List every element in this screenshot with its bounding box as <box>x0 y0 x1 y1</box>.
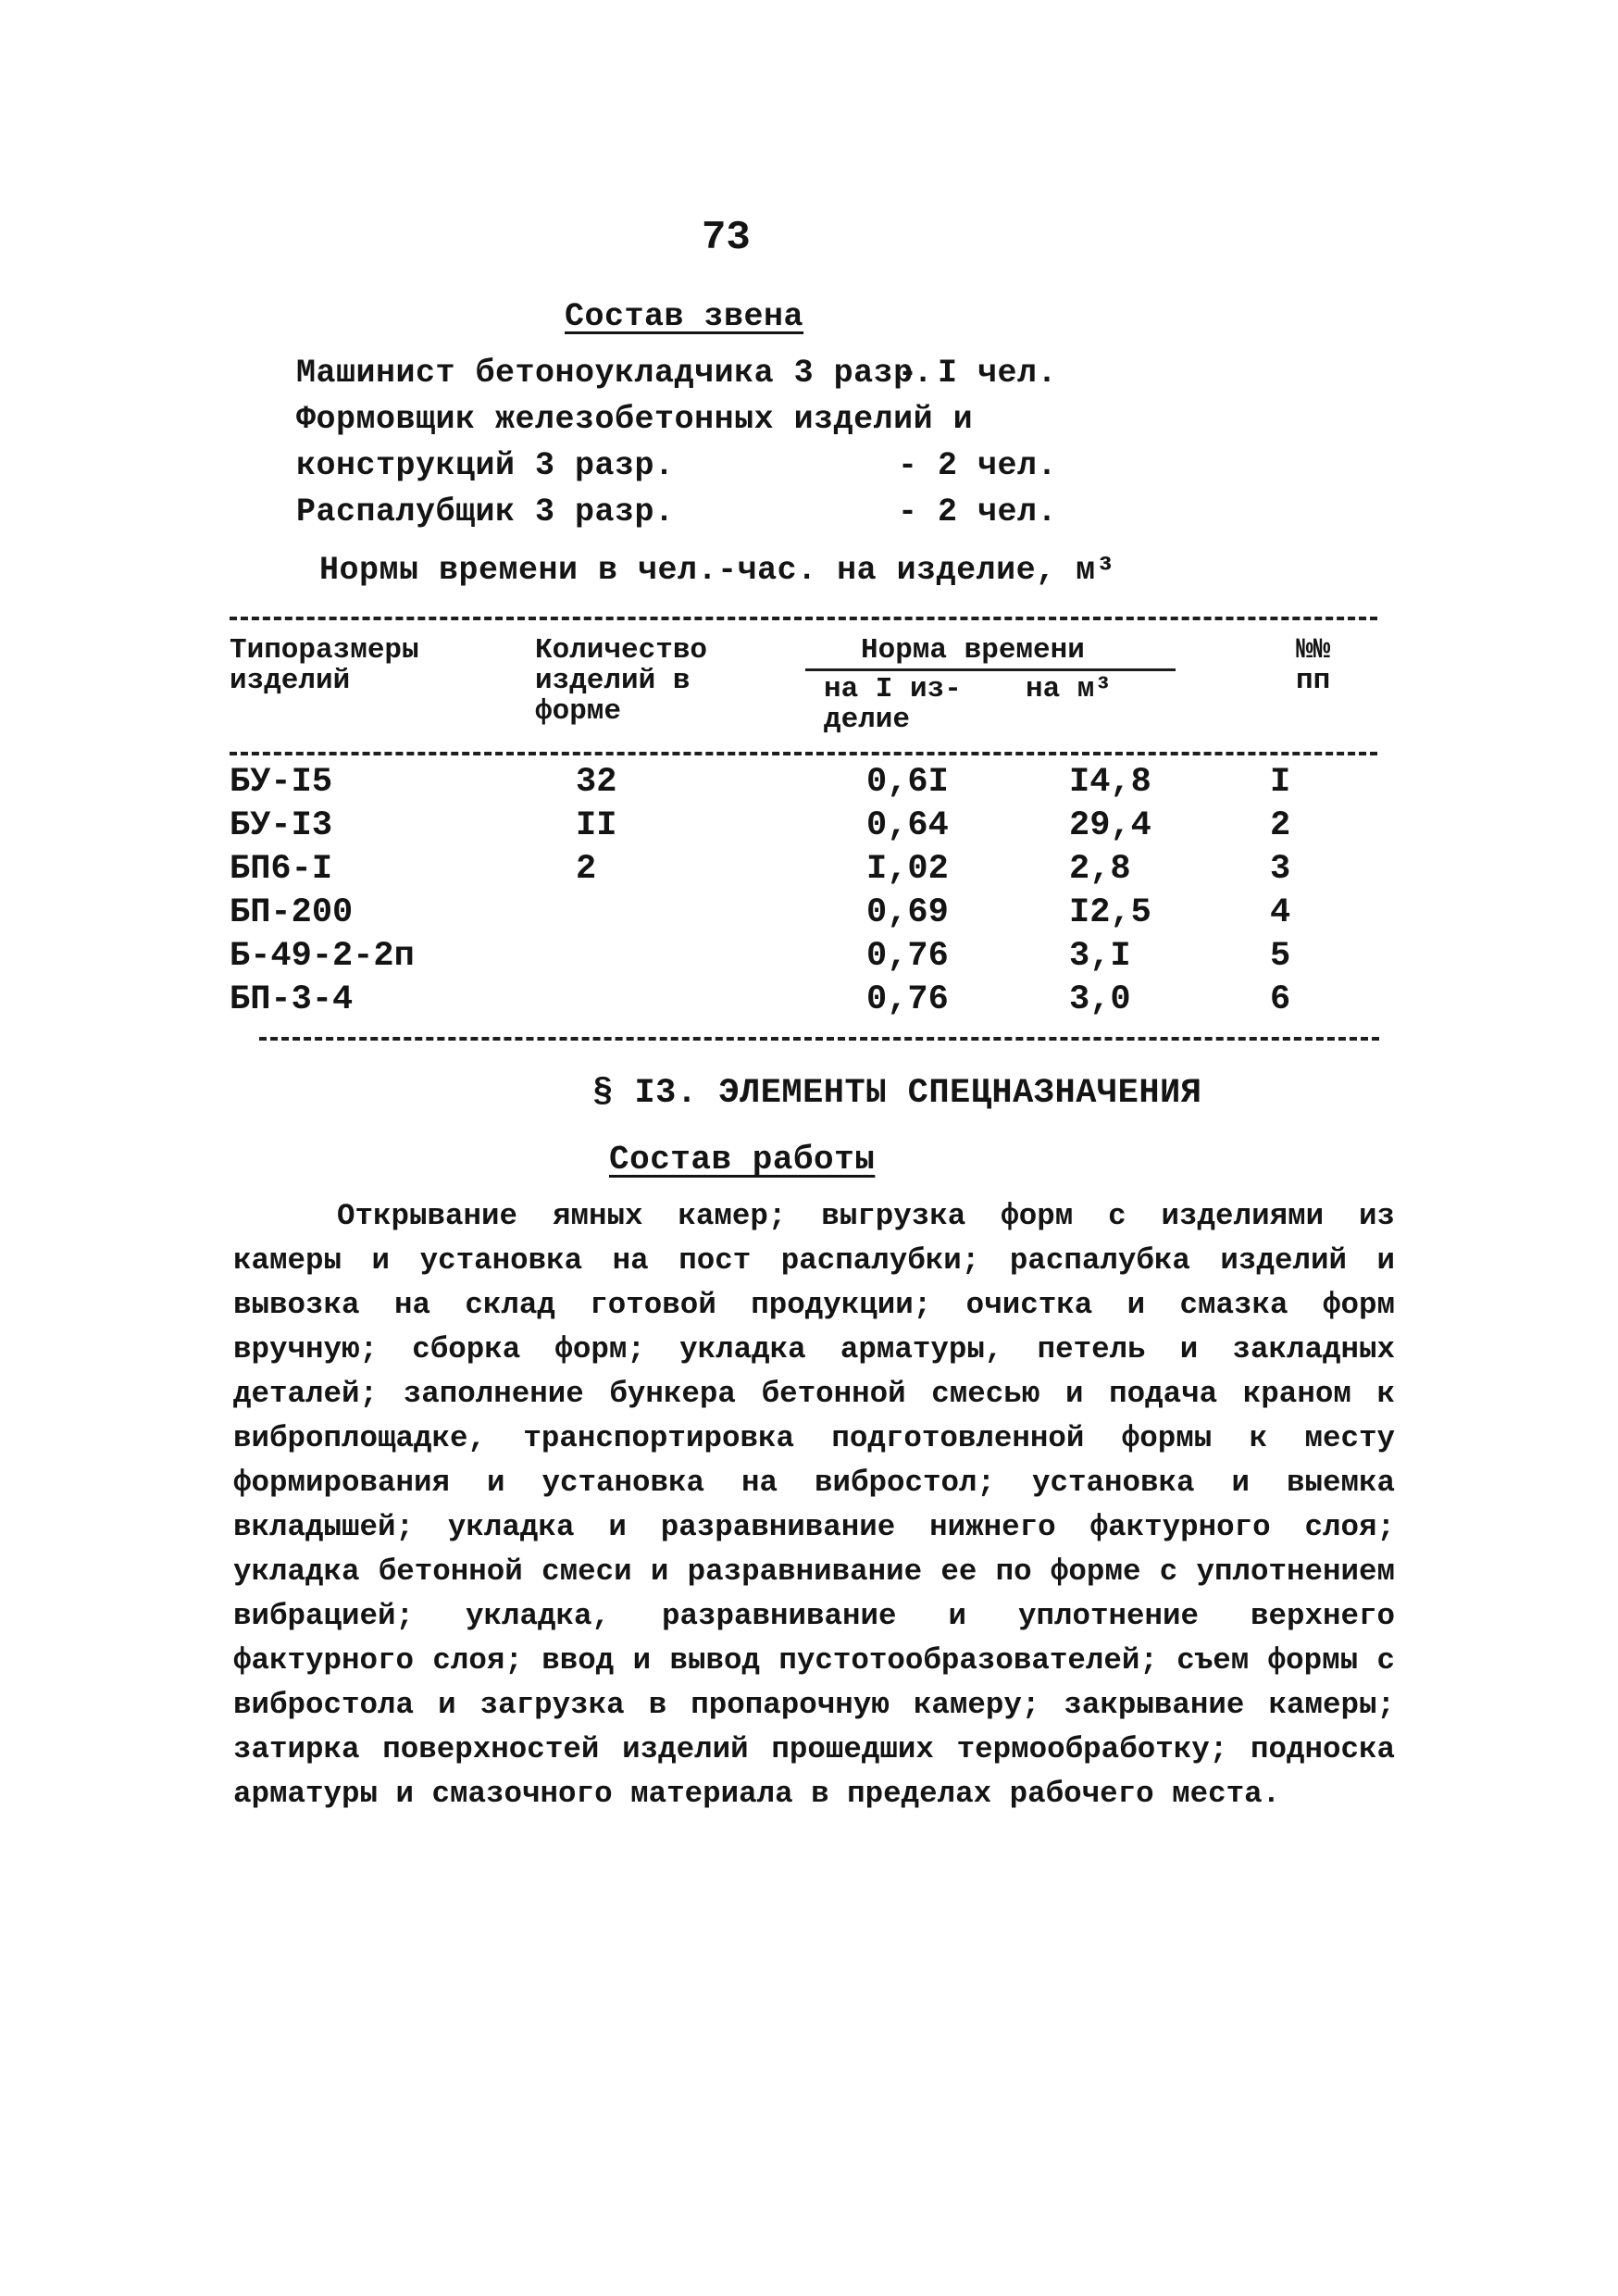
norms-caption: Нормы времени в чел.-час. на изделие, м³ <box>319 552 1116 589</box>
header-col-type-line1: Типоразмеры <box>230 634 419 667</box>
row-6-no: 6 <box>1270 980 1291 1019</box>
row-1-per-m3: I4,8 <box>1069 763 1151 802</box>
row-3-per-m3: 2,8 <box>1069 850 1131 889</box>
row-4-per-item: 0,69 <box>866 893 949 932</box>
table-header-rule <box>230 752 1377 755</box>
crew-role-4: Распалубщик 3 разр. <box>296 493 675 530</box>
header-col-no-line1: №№ <box>1296 634 1331 667</box>
crew-heading: Состав звена <box>565 298 804 335</box>
header-col-per-item-line2: делие <box>824 704 911 736</box>
crew-count-1: - I чел. <box>898 355 1058 392</box>
work-heading: Состав работы <box>609 1141 876 1179</box>
header-col-qty-line2: изделий в <box>535 665 691 697</box>
row-4-type: БП-200 <box>230 893 354 932</box>
row-4-per-m3: I2,5 <box>1069 893 1151 932</box>
row-2-type: БУ-I3 <box>230 806 333 845</box>
row-6-per-m3: 3,0 <box>1069 980 1131 1019</box>
page-number: 73 <box>702 215 751 261</box>
header-col-qty-line1: Количество <box>535 634 708 667</box>
header-col-qty-line3: форме <box>535 695 622 728</box>
section-symbol: § <box>592 1074 614 1113</box>
header-col-no-line2: пп <box>1296 665 1331 697</box>
row-3-type: БП6-I <box>230 850 333 889</box>
row-5-per-item: 0,76 <box>866 937 949 976</box>
header-col-type-line2: изделий <box>230 665 351 697</box>
row-6-type: БП-3-4 <box>230 980 354 1019</box>
row-1-no: I <box>1270 763 1291 802</box>
crew-count-3: - 2 чел. <box>898 447 1058 484</box>
work-description: Открывание ямных камер; выгрузка форм с изделиями из камеры и установка на пост распалубки; распалубка изделий и вывозка на склад готовой продукции; очистка и смазка форм вручную; сборка форм; укладка арматуры, петель и закладных деталей; заполнение бункера бетонной смесью и подача краном к виброплощадке, транспортировка подготовленной формы к месту формирования и установка на вибростол; установка и выемка вкладышей; укладка и разравнивание нижнего фактурного слоя; укладка бетонной смеси и разравнивание ее по форме с уплотнением вибрацией; укладка, разравнивание и уплотнение верхнего фактурного слоя; ввод и вывод пустотообразователей; съем формы с вибростола и загрузка в пропарочную камеру; закрывание камеры; затирка поверхностей изделий прошедших термообработку; подноска арматуры и смазочного материала в пределах рабочего места. <box>233 1199 1395 1811</box>
row-2-per-m3: 29,4 <box>1069 806 1151 845</box>
header-col-type <box>230 635 419 696</box>
header-col-qty <box>535 635 707 727</box>
row-2-no: 2 <box>1270 806 1291 845</box>
row-5-no: 5 <box>1270 937 1291 976</box>
section-heading <box>592 1074 1201 1113</box>
table-bottom-rule <box>259 1037 1379 1041</box>
header-col-per-item-line1: на I из- <box>824 673 962 705</box>
crew-role-1: Машинист бетоноукладчика 3 разр. <box>296 355 934 392</box>
crew-role-3: конструкций 3 разр. <box>296 447 675 484</box>
row-1-qty: 32 <box>576 763 617 802</box>
row-2-per-item: 0,64 <box>866 806 949 845</box>
row-1-per-item: 0,6I <box>866 763 949 802</box>
header-col-per-item <box>824 674 962 735</box>
row-5-type: Б-49-2-2п <box>230 937 415 976</box>
row-1-type: БУ-I5 <box>230 763 333 802</box>
row-5-per-m3: 3,I <box>1069 937 1131 976</box>
crew-count-4: - 2 чел. <box>898 493 1058 530</box>
section-number: I3. <box>634 1074 698 1113</box>
row-2-qty: II <box>576 806 617 845</box>
row-3-per-item: I,02 <box>866 850 949 889</box>
header-col-per-m3: на м³ <box>1026 673 1113 705</box>
header-group-underline <box>805 668 1176 671</box>
crew-role-2: Формовщик железобетонных изделий и <box>296 401 974 438</box>
row-6-per-item: 0,76 <box>866 980 949 1019</box>
row-4-no: 4 <box>1270 893 1291 932</box>
row-3-no: 3 <box>1270 850 1291 889</box>
row-3-qty: 2 <box>576 850 597 889</box>
header-group-norm: Норма времени <box>861 634 1085 667</box>
table-top-rule <box>230 617 1377 620</box>
section-title: ЭЛЕМЕНТЫ СПЕЦНАЗНАЧЕНИЯ <box>718 1074 1202 1113</box>
header-col-no <box>1296 635 1330 696</box>
